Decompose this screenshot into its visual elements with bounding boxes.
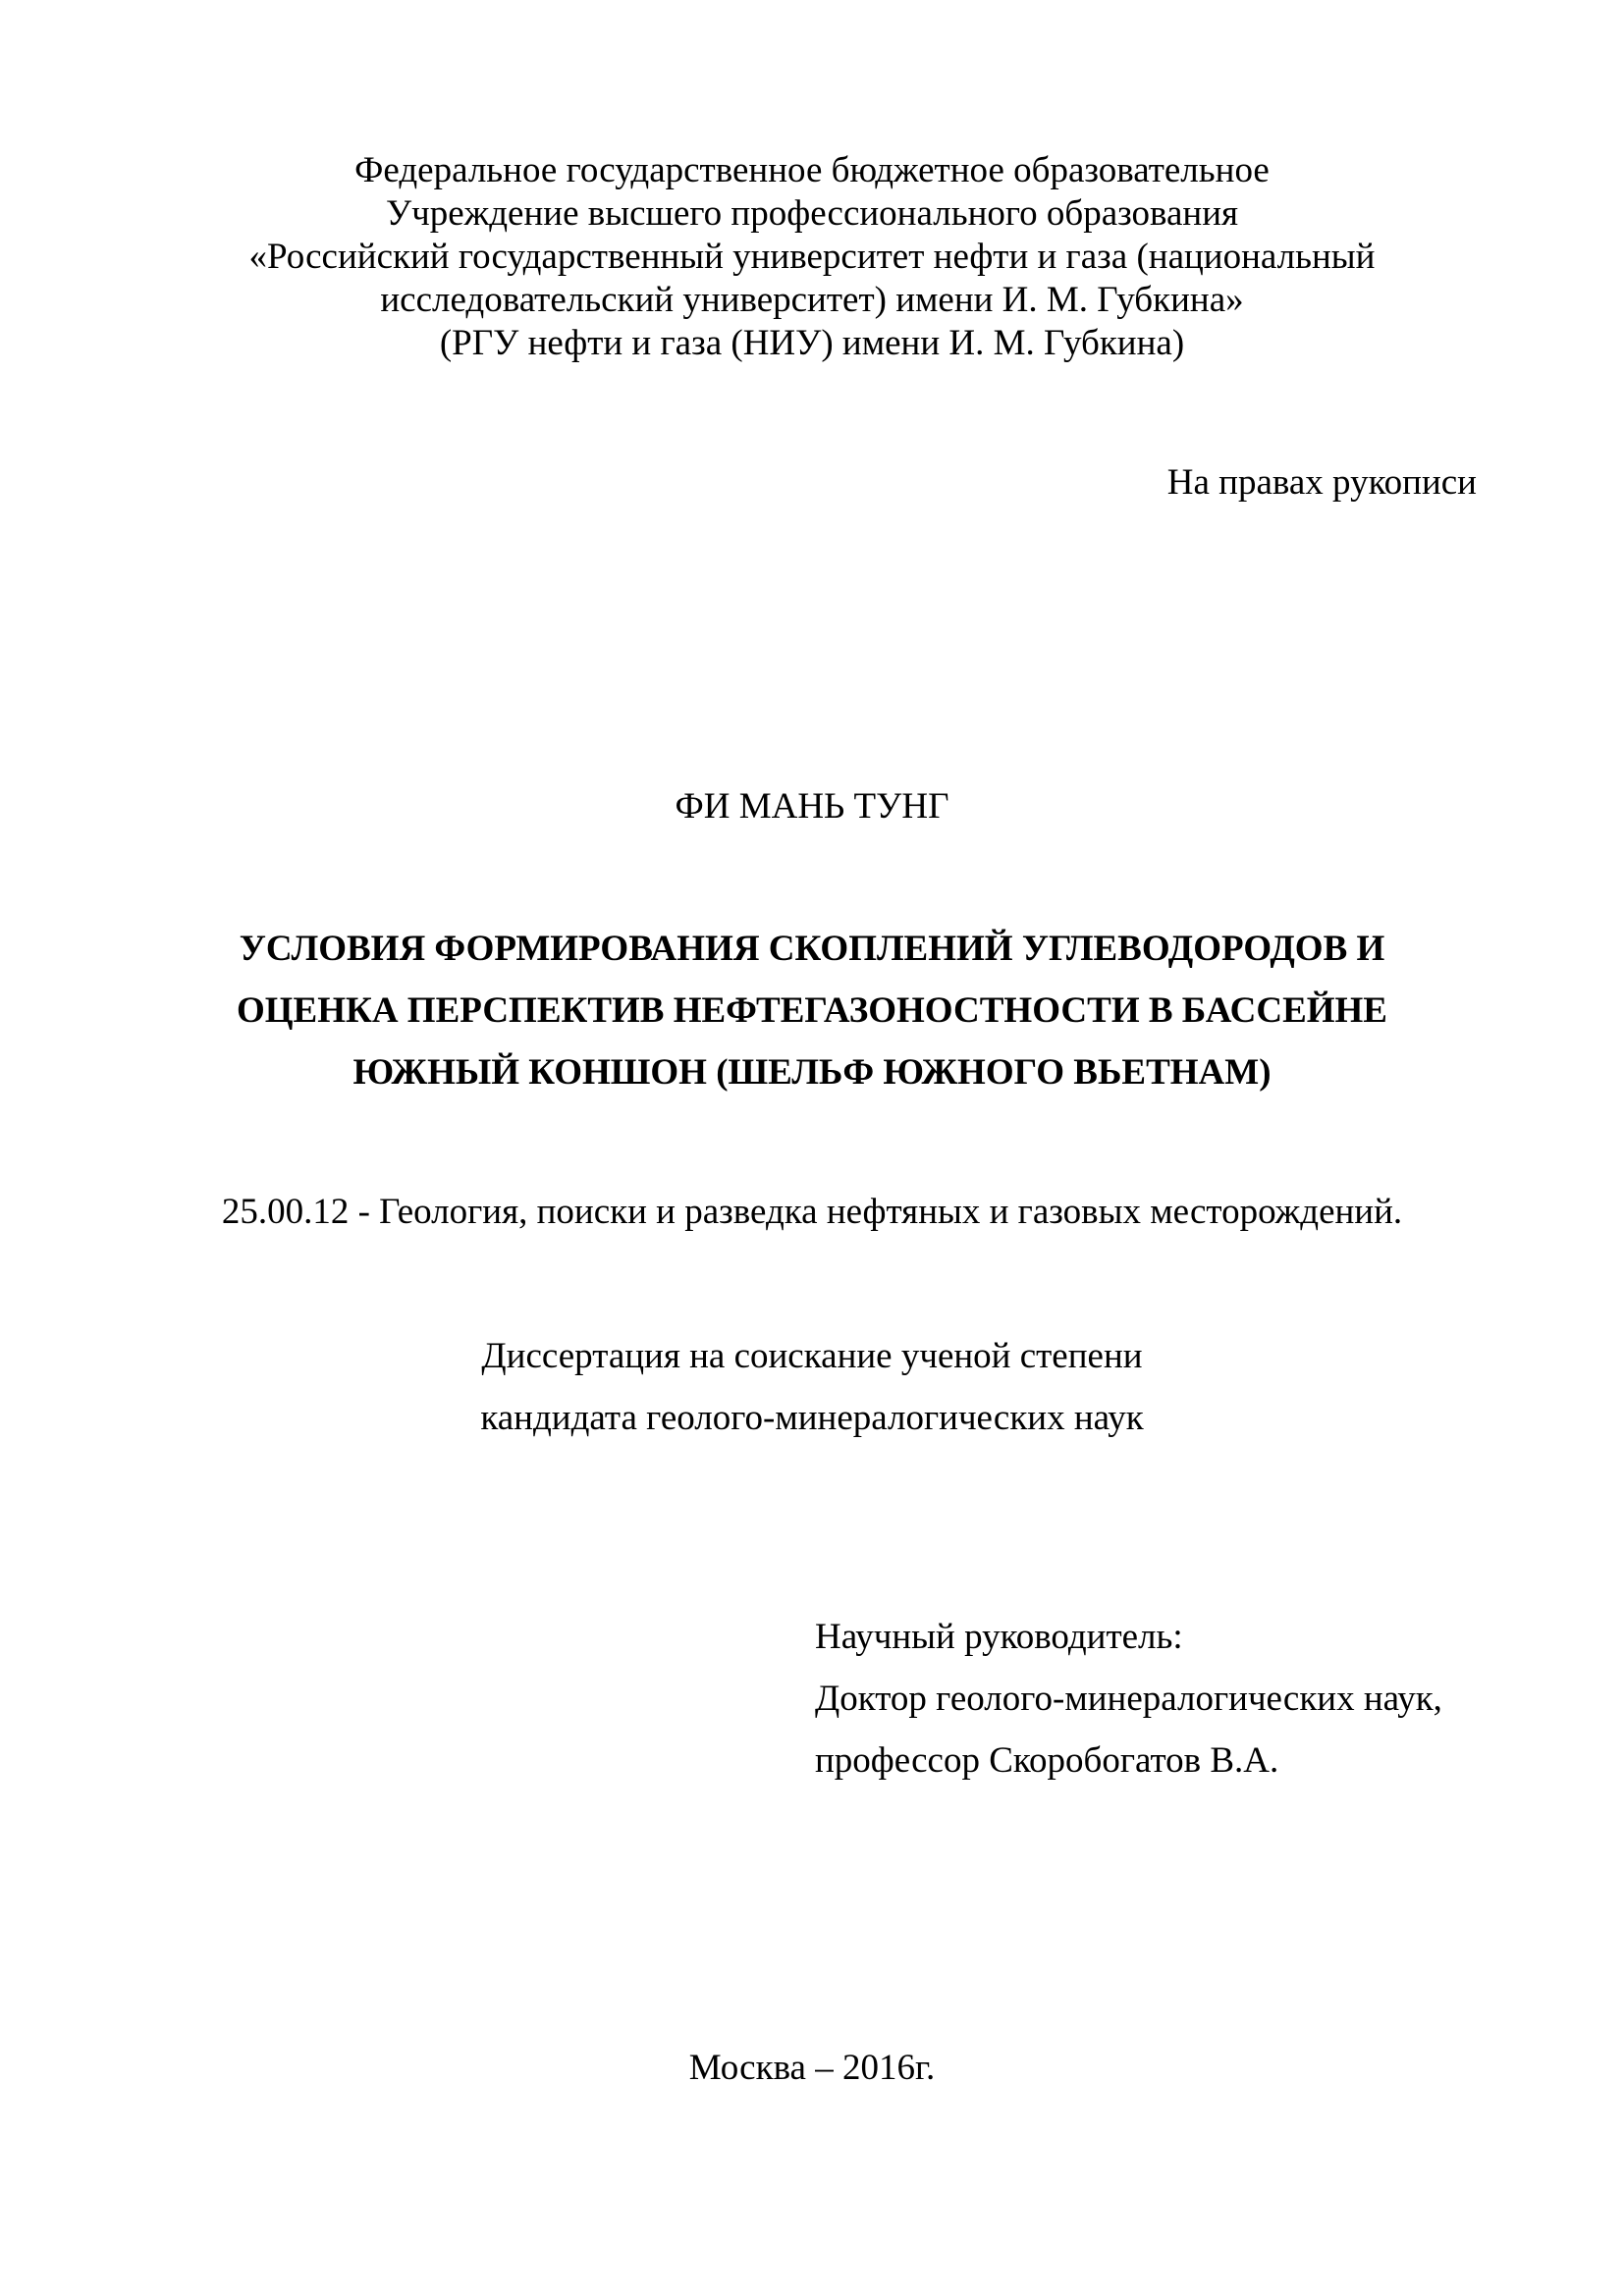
supervisor-line: Доктор геолого-минералогических наук, bbox=[815, 1679, 1442, 1719]
title-line: ОЦЕНКА ПЕРСПЕКТИВ НЕФТЕГАЗОНОСТНОСТИ В БАССЕЙНЕ bbox=[236, 990, 1387, 1031]
manuscript-note: На правах рукописи bbox=[1166, 462, 1477, 503]
institution-header bbox=[0, 149, 1624, 365]
supervisor-block bbox=[815, 1606, 1442, 1791]
institution-line: исследовательский университет) имени И. М. Губкина» bbox=[380, 280, 1244, 320]
supervisor-line: Научный руководитель: bbox=[815, 1617, 1183, 1657]
degree-line: Диссертация на соискание ученой степени bbox=[481, 1336, 1143, 1376]
author-name: ФИ МАНЬ ТУНГ bbox=[675, 786, 949, 827]
institution-line: (РГУ нефти и газа (НИУ) имени И. М. Губкина) bbox=[439, 323, 1185, 363]
institution-line: «Российский государственный университет нефти и газа (национальный bbox=[248, 237, 1376, 277]
city-year: Москва – 2016г. bbox=[688, 2048, 936, 2088]
institution-line: Учреждение высшего профессионального образования bbox=[385, 193, 1239, 234]
degree-line: кандидата геолого-минералогических наук bbox=[480, 1398, 1144, 1438]
degree-statement bbox=[0, 1325, 1624, 1449]
title-line: ЮЖНЫЙ КОНШОН (ШЕЛЬФ ЮЖНОГО ВЬЕТНАМ) bbox=[352, 1052, 1272, 1093]
supervisor-line: профессор Скоробогатов В.А. bbox=[815, 1740, 1279, 1781]
dissertation-title bbox=[0, 918, 1624, 1103]
title-line: УСЛОВИЯ ФОРМИРОВАНИЯ СКОПЛЕНИЙ УГЛЕВОДОРОДОВ И bbox=[239, 929, 1385, 969]
institution-line: Федеральное государственное бюджетное образовательное bbox=[354, 150, 1270, 190]
specialty-code: 25.00.12 - Геология, поиски и разведка нефтяных и газовых месторождений. bbox=[221, 1192, 1403, 1232]
